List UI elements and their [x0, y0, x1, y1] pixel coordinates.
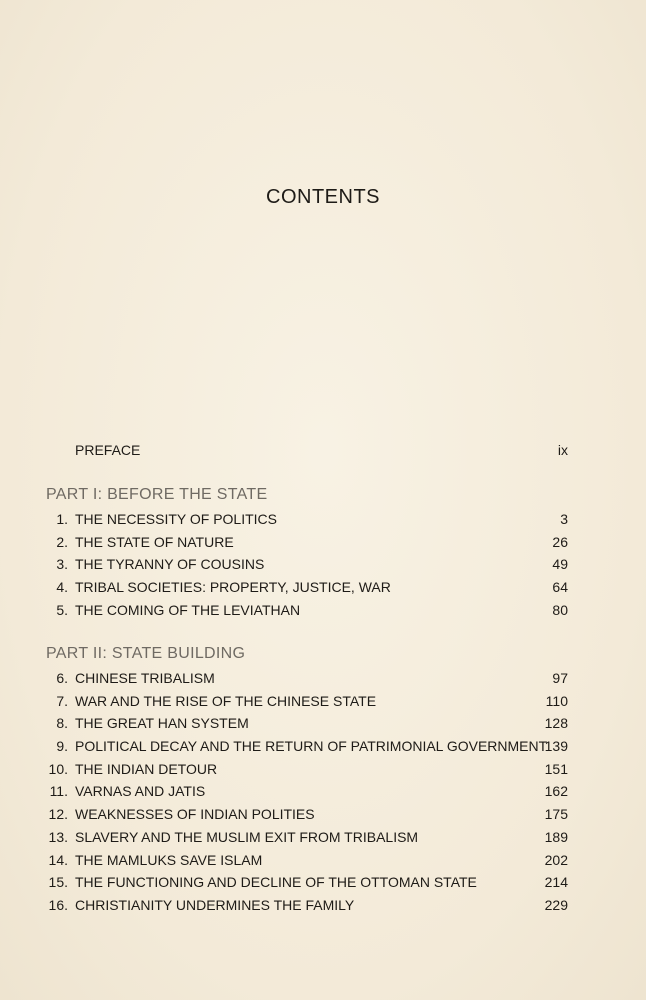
chapter-page-number: 3 [560, 511, 568, 527]
chapter-number: 5. [56, 602, 68, 618]
chapter-number: 12. [48, 806, 68, 822]
chapter-number: 7. [56, 693, 68, 709]
preface-label: PREFACE [75, 442, 141, 458]
toc-chapter-14[interactable] [46, 849, 568, 871]
chapter-page-number: 175 [544, 806, 568, 822]
chapter-page-number: 128 [544, 715, 568, 731]
toc-chapter-5[interactable] [46, 599, 568, 621]
chapter-title: THE STATE OF NATURE [75, 534, 234, 550]
chapter-page-number: 26 [552, 534, 568, 550]
chapter-page-number: 189 [544, 829, 568, 845]
chapter-title: THE COMING OF THE LEVIATHAN [75, 602, 301, 618]
chapter-title: POLITICAL DECAY AND THE RETURN OF PATRIMONIAL GOVERNMENT [75, 738, 548, 754]
chapter-number: 4. [56, 579, 68, 595]
chapter-page-number: 64 [552, 579, 568, 595]
part-1-heading: PART I: BEFORE THE STATE [46, 486, 268, 503]
chapter-title: WAR AND THE RISE OF THE CHINESE STATE [75, 693, 377, 709]
toc-chapter-3[interactable] [46, 553, 568, 575]
chapter-title: SLAVERY AND THE MUSLIM EXIT FROM TRIBALISM [75, 829, 419, 845]
toc-chapter-1[interactable] [46, 508, 568, 530]
chapter-number: 15. [48, 874, 68, 890]
chapter-number: 1. [56, 511, 68, 527]
chapter-page-number: 49 [552, 556, 568, 572]
toc-chapter-7[interactable] [46, 690, 568, 712]
part-2-heading: PART II: STATE BUILDING [46, 645, 246, 662]
chapter-number: 14. [48, 852, 68, 868]
toc-chapter-13[interactable] [46, 826, 568, 848]
preface-page-number: ix [557, 442, 568, 458]
chapter-page-number: 202 [544, 852, 568, 868]
chapter-title: TRIBAL SOCIETIES: PROPERTY, JUSTICE, WAR [75, 579, 391, 595]
toc-preface[interactable] [46, 439, 568, 461]
toc-chapter-16[interactable] [46, 894, 568, 916]
toc-chapter-4[interactable] [46, 576, 568, 598]
chapter-page-number: 229 [544, 897, 568, 913]
toc-chapter-2[interactable] [46, 531, 568, 553]
chapter-number: 8. [56, 715, 68, 731]
chapter-number: 13. [48, 829, 68, 845]
chapter-title: THE FUNCTIONING AND DECLINE OF THE OTTOMAN STATE [75, 874, 477, 890]
chapter-title: THE INDIAN DETOUR [75, 761, 218, 777]
chapter-title: VARNAS AND JATIS [75, 783, 206, 799]
chapter-title: THE NECESSITY OF POLITICS [75, 511, 278, 527]
chapter-number: 9. [56, 738, 68, 754]
chapter-title: CHRISTIANITY UNDERMINES THE FAMILY [75, 897, 355, 913]
chapter-title: CHINESE TRIBALISM [75, 670, 215, 686]
toc-chapter-8[interactable] [46, 712, 568, 734]
toc-chapter-12[interactable] [46, 803, 568, 825]
chapter-number: 2. [56, 534, 68, 550]
chapter-number: 10. [48, 761, 68, 777]
chapter-page-number: 80 [552, 602, 568, 618]
chapter-title: THE MAMLUKS SAVE ISLAM [75, 852, 263, 868]
chapter-title: THE GREAT HAN SYSTEM [75, 715, 249, 731]
chapter-page-number: 139 [544, 738, 568, 754]
chapter-number: 16. [48, 897, 68, 913]
chapter-title: WEAKNESSES OF INDIAN POLITIES [75, 806, 315, 822]
toc-chapter-11[interactable] [46, 780, 568, 802]
chapter-page-number: 151 [544, 761, 568, 777]
page-title: CONTENTS [266, 186, 380, 208]
chapter-page-number: 97 [552, 670, 568, 686]
toc-chapter-6[interactable] [46, 667, 568, 689]
chapter-number: 3. [56, 556, 68, 572]
toc-chapter-15[interactable] [46, 871, 568, 893]
chapter-page-number: 214 [544, 874, 568, 890]
chapter-title: THE TYRANNY OF COUSINS [75, 556, 265, 572]
toc-chapter-10[interactable] [46, 758, 568, 780]
chapter-number: 6. [56, 670, 68, 686]
toc-chapter-9[interactable] [46, 735, 568, 757]
chapter-number: 11. [49, 783, 68, 799]
chapter-page-number: 162 [544, 783, 568, 799]
chapter-page-number: 110 [545, 693, 568, 709]
